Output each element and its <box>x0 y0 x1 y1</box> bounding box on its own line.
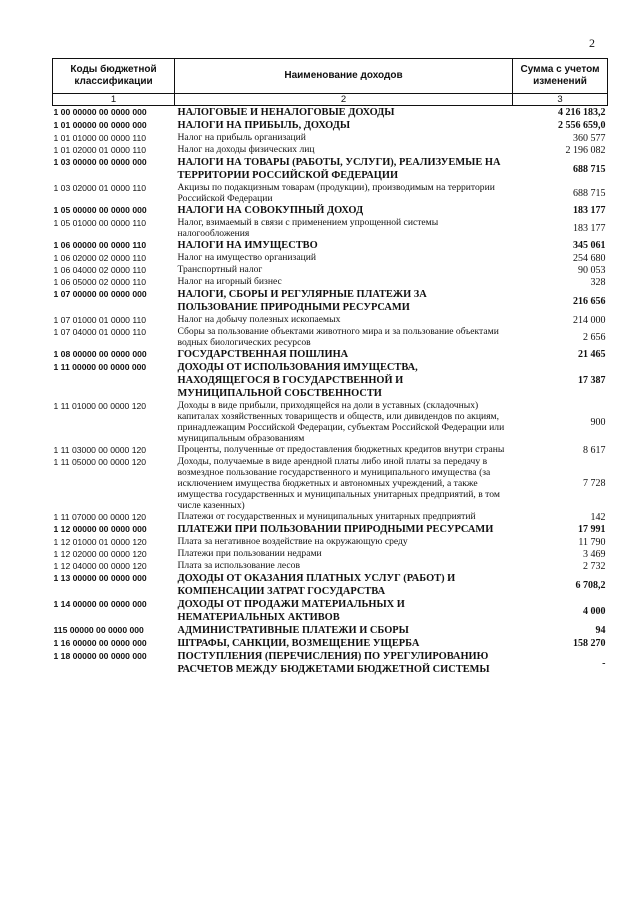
table-row <box>53 348 608 361</box>
budget-code-cell: 115 00000 00 0000 000 <box>53 625 144 635</box>
budget-code-cell: 1 11 03000 00 0000 120 <box>53 445 147 455</box>
amount-cell: 2 556 659,0 <box>558 120 606 131</box>
budget-code-cell: 1 11 07000 00 0000 120 <box>53 512 147 522</box>
table-row <box>53 400 608 444</box>
budget-code-cell: 1 00 00000 00 0000 000 <box>53 107 147 117</box>
amount-cell: 90 053 <box>578 264 606 276</box>
revenue-name-cell: Акцизы по подакцизным товарам (продукции), производимым на территории Российской Федерации <box>177 182 495 204</box>
table-row <box>53 361 608 400</box>
amount-cell: 8 617 <box>583 444 606 456</box>
table-body <box>53 106 608 677</box>
amount-cell: 360 577 <box>573 132 606 144</box>
table-row <box>53 523 608 536</box>
revenue-name-cell: Доходы, получаемые в виде арендной платы либо иной платы за передачу в возмездное пользование государственного и муниципального имущества (за исключением имущества бюджетных и автономных учреждений, а также имущества государственных и муниципальных унитарных предприятий, в том числе казенных) <box>177 456 500 511</box>
revenue-name-cell: ПЛАТЕЖИ ПРИ ПОЛЬЗОВАНИИ ПРИРОДНЫМИ РЕСУРСАМИ <box>177 524 494 535</box>
amount-cell: 4 000 <box>583 605 606 617</box>
revenue-name-cell: Платежи при пользовании недрами <box>177 548 322 559</box>
table-row <box>53 288 608 314</box>
amount-cell: 158 270 <box>573 638 606 649</box>
budget-code-cell: 1 16 00000 00 0000 000 <box>53 638 147 648</box>
page-number: 2 <box>589 36 595 50</box>
table-row <box>53 548 608 560</box>
table-row <box>53 119 608 132</box>
budget-code-cell: 1 13 00000 00 0000 000 <box>53 573 147 583</box>
budget-code-cell: 1 06 05000 02 0000 110 <box>53 277 147 287</box>
amount-cell: 216 656 <box>573 295 606 307</box>
header-col-number-1: 1 <box>53 94 175 106</box>
amount-cell: 2 196 082 <box>565 144 606 156</box>
table-row <box>53 572 608 598</box>
table-row <box>53 217 608 239</box>
amount-cell: 21 465 <box>578 349 606 360</box>
budget-code-cell: 1 06 00000 00 0000 110 <box>53 240 147 250</box>
budget-code-cell: 1 11 00000 00 0000 000 <box>53 362 147 372</box>
revenue-name-cell: Плата за негативное воздействие на окружающую среду <box>177 536 408 547</box>
budget-code-cell: 1 03 02000 01 0000 110 <box>53 183 147 193</box>
amount-cell: 17 991 <box>578 524 606 535</box>
budget-code-cell: 1 01 01000 00 0000 110 <box>53 133 147 143</box>
revenue-name-cell: АДМИНИСТРАТИВНЫЕ ПЛАТЕЖИ И СБОРЫ <box>177 625 409 636</box>
budget-code-cell: 1 08 00000 00 0000 000 <box>53 349 147 359</box>
budget-code-cell: 1 03 00000 00 0000 000 <box>53 157 147 167</box>
revenue-name-cell: НАЛОГИ НА ТОВАРЫ (РАБОТЫ, УСЛУГИ), РЕАЛИЗУЕМЫЕ НА ТЕРРИТОРИИ РОССИЙСКОЙ ФЕДЕРАЦИИ <box>177 157 501 181</box>
revenue-name-cell: Платежи от государственных и муниципальных унитарных предприятий <box>177 511 476 522</box>
table-row <box>53 314 608 326</box>
amount-cell: 688 715 <box>573 187 606 199</box>
budget-code-cell: 1 06 02000 02 0000 110 <box>53 253 147 263</box>
amount-cell: 142 <box>590 511 606 523</box>
revenue-name-cell: ШТРАФЫ, САНКЦИИ, ВОЗМЕЩЕНИЕ УЩЕРБА <box>177 638 420 649</box>
revenue-name-cell: Налог на игорный бизнес <box>177 276 282 287</box>
budget-code-cell: 1 14 00000 00 0000 000 <box>53 599 147 609</box>
budget-code-cell: 1 06 04000 02 0000 110 <box>53 265 147 275</box>
table-row <box>53 144 608 156</box>
budget-code-cell: 1 18 00000 00 0000 000 <box>53 651 147 661</box>
amount-cell: 328 <box>590 276 606 288</box>
revenue-name-cell: НАЛОГИ НА ПРИБЫЛЬ, ДОХОДЫ <box>177 120 351 131</box>
table-row <box>53 239 608 252</box>
amount-cell: 4 216 183,2 <box>558 107 606 118</box>
budget-code-cell: 1 01 02000 01 0000 110 <box>53 145 147 155</box>
amount-cell: 3 469 <box>583 548 606 560</box>
header-col-number-3: 3 <box>513 94 608 106</box>
revenue-name-cell: ГОСУДАРСТВЕННАЯ ПОШЛИНА <box>177 349 349 360</box>
budget-code-cell: 1 05 00000 00 0000 000 <box>53 205 147 215</box>
revenue-name-cell: Транспортный налог <box>177 264 263 275</box>
revenue-name-cell: Доходы в виде прибыли, приходящейся на доли в уставных (складочных) капиталах хозяйственных товариществ и обществ, или дивидендов по акциям, принадлежащим Российской Федерации, субъектам Российской Федерации или муниципальным образованиям <box>177 400 505 444</box>
table-row <box>53 326 608 348</box>
amount-cell: 6 708,2 <box>575 579 606 591</box>
table-row <box>53 204 608 217</box>
amount-cell: 688 715 <box>573 163 606 175</box>
table-row <box>53 132 608 144</box>
amount-cell: 254 680 <box>573 252 606 264</box>
budget-code-cell: 1 07 04000 01 0000 110 <box>53 327 147 337</box>
amount-cell: 94 <box>595 625 606 636</box>
revenue-name-cell: Налог, взимаемый в связи с применением упрощенной системы налогообложения <box>177 217 439 239</box>
table-row <box>53 650 608 676</box>
table-row <box>53 252 608 264</box>
budget-code-cell: 1 11 01000 00 0000 120 <box>53 401 147 411</box>
table-row <box>53 456 608 511</box>
table-row <box>53 444 608 456</box>
table-row <box>53 536 608 548</box>
table-row <box>53 106 608 120</box>
table-row <box>53 276 608 288</box>
amount-cell: 345 061 <box>573 240 606 251</box>
amount-cell: 17 387 <box>578 375 606 386</box>
header-col-number-2: 2 <box>175 94 513 106</box>
amount-cell: 2 732 <box>583 560 606 572</box>
revenue-name-cell: Налог на прибыль организаций <box>177 132 306 143</box>
table-row <box>53 637 608 650</box>
budget-code-cell: 1 12 00000 00 0000 000 <box>53 524 147 534</box>
budget-code-cell: 1 11 05000 00 0000 120 <box>53 457 147 467</box>
amount-cell: 7 728 <box>583 478 606 489</box>
budget-code-cell: 1 12 04000 00 0000 120 <box>53 561 147 571</box>
amount-cell: 214 000 <box>573 314 606 326</box>
revenue-name-cell: Сборы за пользование объектами животного мира и за пользование объектами водных биологических ресурсов <box>177 326 499 348</box>
revenue-name-cell: ДОХОДЫ ОТ ПРОДАЖИ МАТЕРИАЛЬНЫХ И НЕМАТЕРИАЛЬНЫХ АКТИВОВ <box>177 599 405 623</box>
revenue-name-cell: ДОХОДЫ ОТ ИСПОЛЬЗОВАНИЯ ИМУЩЕСТВА, НАХОДЯЩЕГОСЯ В ГОСУДАРСТВЕННОЙ И МУНИЦИПАЛЬНОЙ СОБСТВЕННОСТИ <box>177 362 418 399</box>
budget-code-cell: 1 01 00000 00 0000 000 <box>53 120 147 130</box>
revenue-name-cell: НАЛОГИ НА ИМУЩЕСТВО <box>177 240 318 251</box>
revenue-name-cell: НАЛОГИ, СБОРЫ И РЕГУЛЯРНЫЕ ПЛАТЕЖИ ЗА ПОЛЬЗОВАНИЕ ПРИРОДНЫМИ РЕСУРСАМИ <box>177 289 427 313</box>
budget-code-cell: 1 05 01000 00 0000 110 <box>53 218 147 228</box>
header-sum: Сумма с учетом изменений <box>513 59 608 94</box>
amount-cell: 183 177 <box>573 205 606 216</box>
revenue-name-cell: Налог на добычу полезных ископаемых <box>177 314 341 325</box>
table-row <box>53 560 608 572</box>
table-row <box>53 182 608 204</box>
amount-cell: 2 656 <box>583 331 606 343</box>
revenue-name-cell: ДОХОДЫ ОТ ОКАЗАНИЯ ПЛАТНЫХ УСЛУГ (РАБОТ) И КОМПЕНСАЦИИ ЗАТРАТ ГОСУДАРСТВА <box>177 573 456 597</box>
table-row <box>53 511 608 523</box>
table-row <box>53 598 608 624</box>
header-name: Наименование доходов <box>175 59 513 94</box>
revenue-name-cell: ПОСТУПЛЕНИЯ (ПЕРЕЧИСЛЕНИЯ) ПО УРЕГУЛИРОВАНИЮ РАСЧЕТОВ МЕЖДУ БЮДЖЕТАМИ БЮДЖЕТНОЙ СИСТЕМЫ <box>177 651 490 675</box>
amount-cell: 183 177 <box>573 222 606 234</box>
table-row <box>53 264 608 276</box>
revenue-table <box>52 58 608 676</box>
revenue-name-cell: Плата за использование лесов <box>177 560 300 571</box>
budget-code-cell: 1 07 00000 00 0000 000 <box>53 289 147 299</box>
budget-code-cell: 1 07 01000 01 0000 110 <box>53 315 147 325</box>
revenue-name-cell: НАЛОГОВЫЕ И НЕНАЛОГОВЫЕ ДОХОДЫ <box>177 107 395 118</box>
amount-cell: 11 790 <box>578 536 606 548</box>
revenue-name-cell: Налог на имущество организаций <box>177 252 316 263</box>
budget-code-cell: 1 12 02000 00 0000 120 <box>53 549 147 559</box>
header-codes: Коды бюджетной классификации <box>53 59 175 94</box>
amount-cell: 900 <box>590 416 606 428</box>
revenue-name-cell: НАЛОГИ НА СОВОКУПНЫЙ ДОХОД <box>177 205 364 216</box>
amount-cell: - <box>602 657 606 669</box>
table-row <box>53 624 608 637</box>
budget-code-cell: 1 12 01000 01 0000 120 <box>53 537 147 547</box>
revenue-name-cell: Налог на доходы физических лиц <box>177 144 315 155</box>
table-header <box>53 59 608 106</box>
table-row <box>53 156 608 182</box>
revenue-name-cell: Проценты, полученные от предоставления бюджетных кредитов внутри страны <box>177 444 505 455</box>
